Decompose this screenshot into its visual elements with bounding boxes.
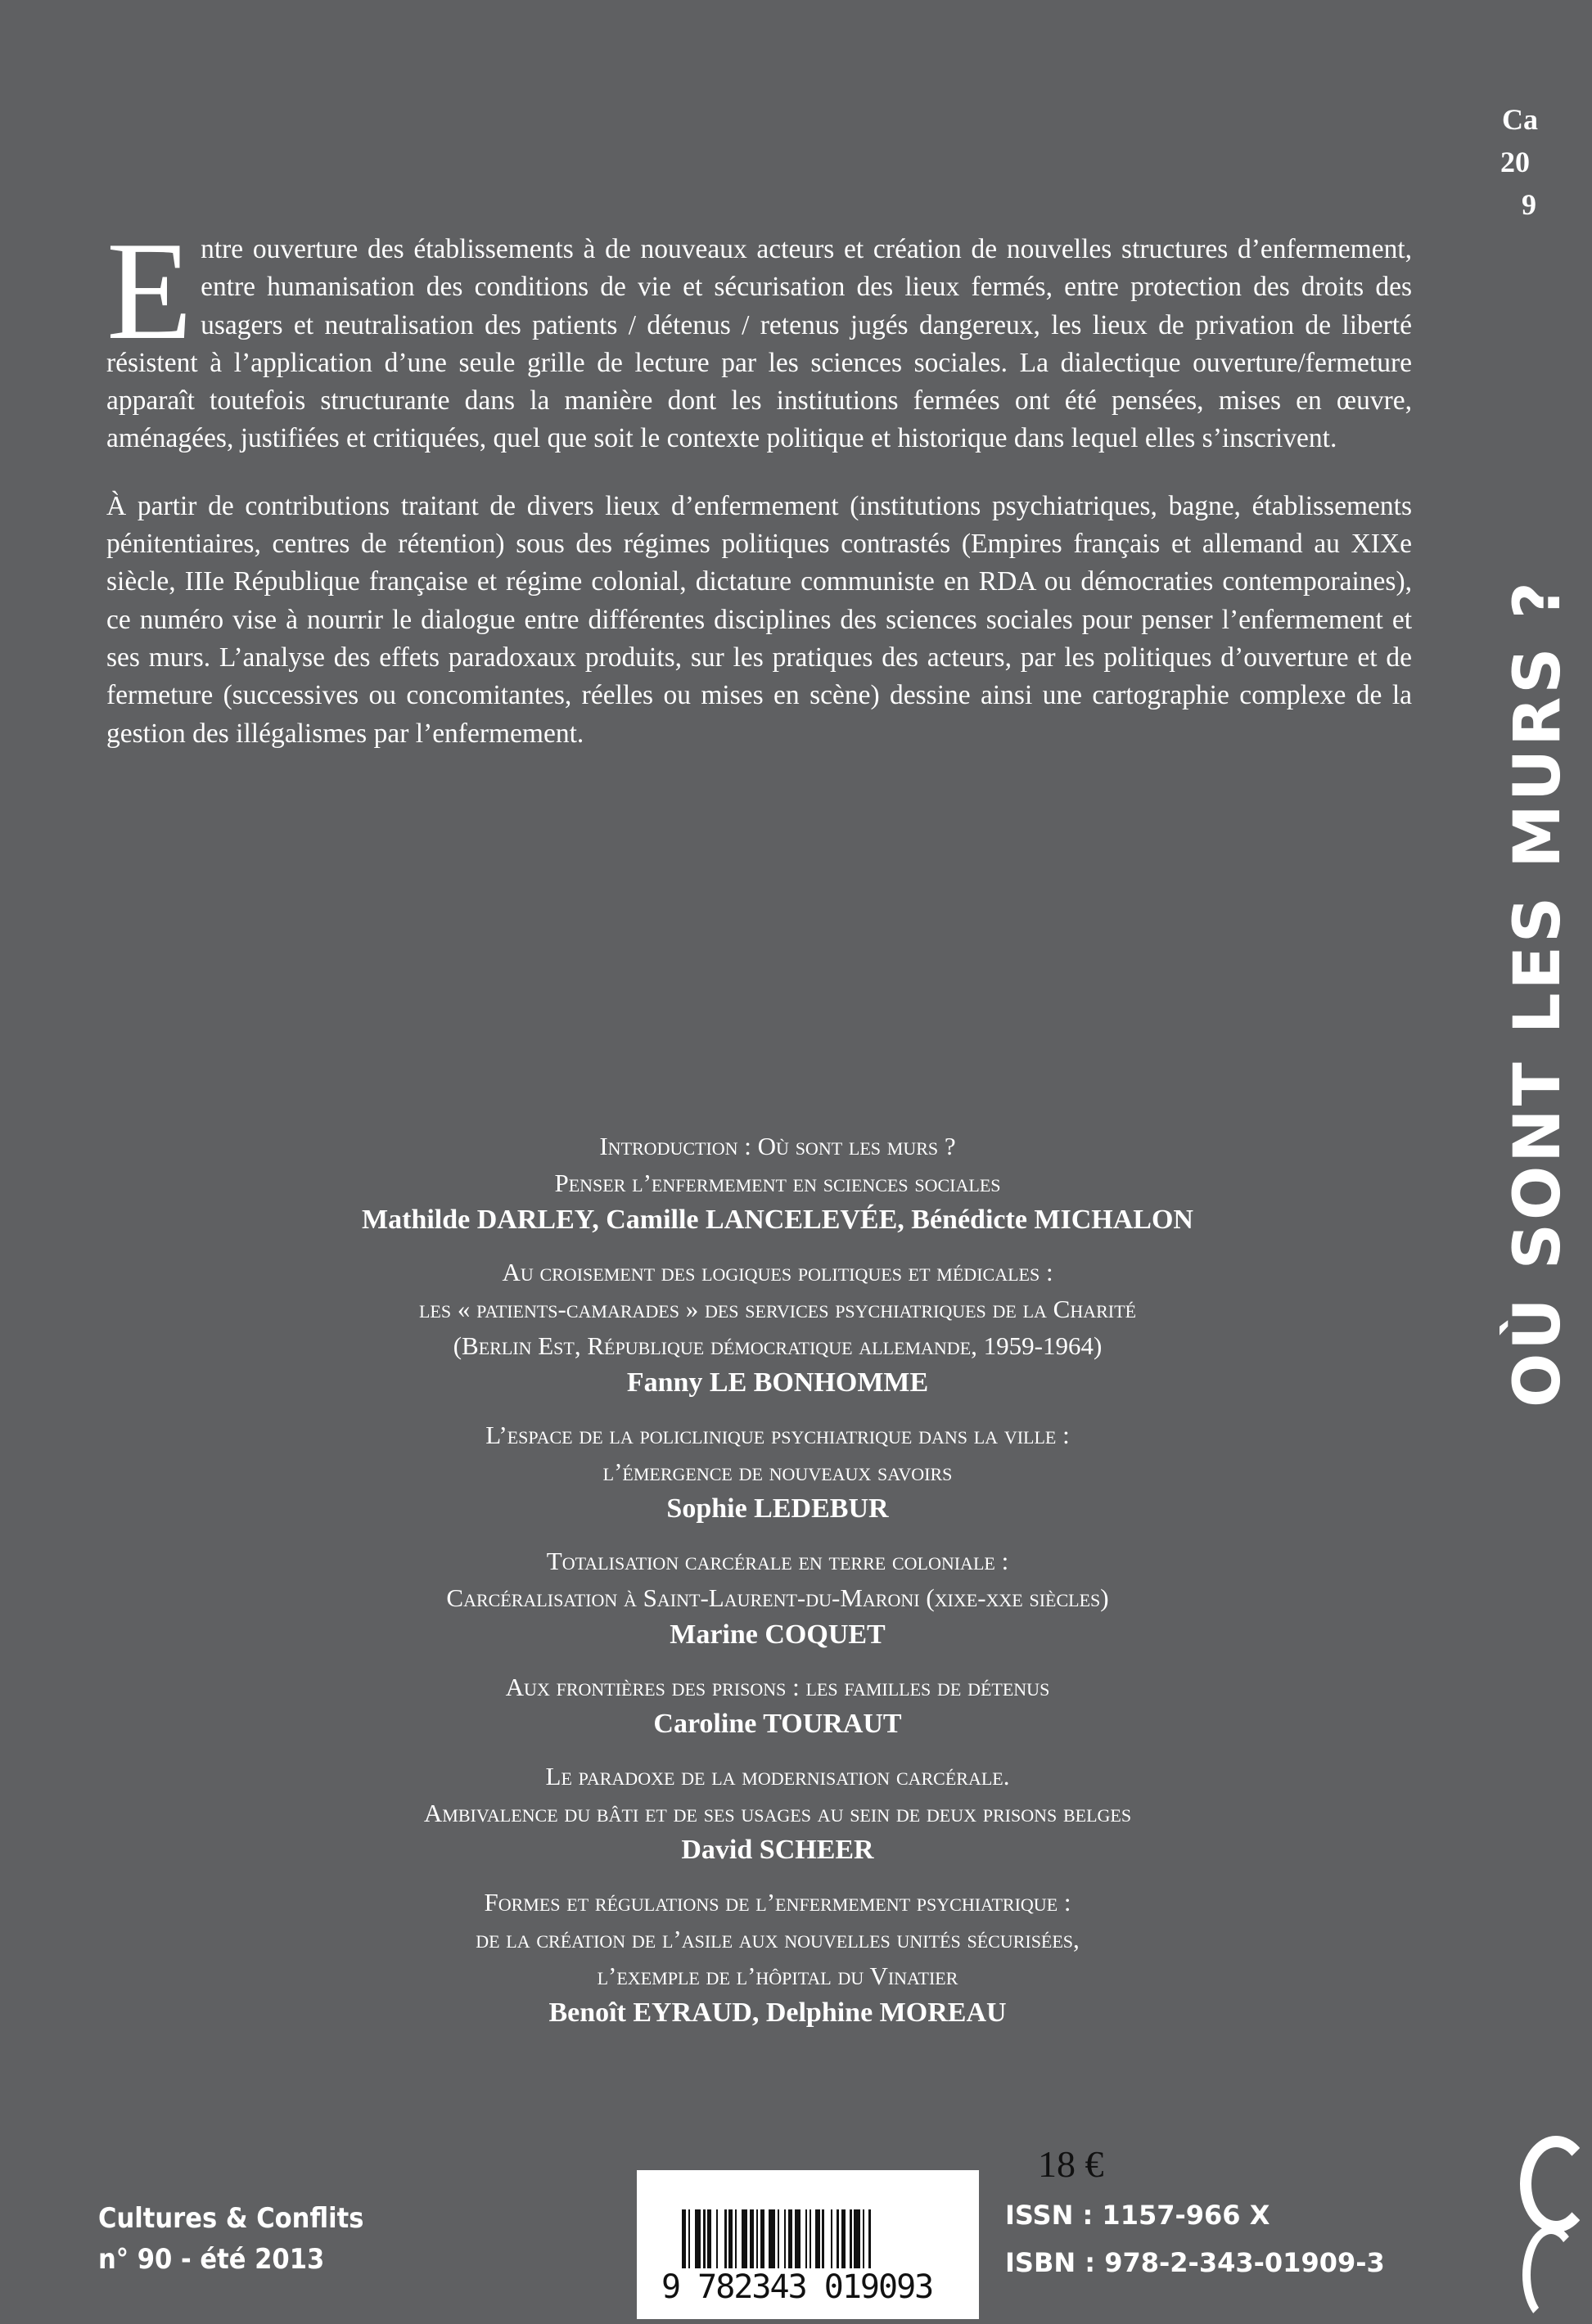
toc-entry [164, 1254, 1391, 1401]
spine-header-fragment [1497, 98, 1546, 226]
toc-entry [164, 1128, 1391, 1238]
dropcap: E [106, 214, 193, 369]
toc-entry [164, 1416, 1391, 1527]
toc-entry-authors: Fanny LE BONHOMME [626, 1367, 929, 1398]
publisher-logo-icon [1522, 2226, 1580, 2324]
toc-entry [164, 1884, 1391, 2031]
toc-entry-title: l’émergence de nouveaux savoirs [602, 1457, 953, 1486]
abstract-paragraph-1 [106, 214, 1412, 458]
abstract-text: ntre ouverture des établissements à de nouveaux acteurs et création de nouvelles structures d’enfermement, entre humanisation des conditions de vie et sécurisation des lieux fermés, entre protection des droits des usagers et neutralisation des patients / détenus / retenus jugés dangereux, les lieux de privation de liberté résistent à l’application d’une seule grille de lecture par les sciences sociales. La dialectique ouverture/fermeture apparaît toutefois structurante dans la manière dont les institutions fermées ont été pensées, mises en œuvre, aménagées, justifiées et critiquées, quel que soit le contexte politique et historique dans lequel elles s’inscrivent. [106, 234, 1412, 454]
publisher-logo-icon [1520, 2136, 1592, 2232]
toc-entry-authors: Mathilde DARLEY, Camille LANCELEVÉE, Bénédicte MICHALON [362, 1205, 1193, 1235]
journal-info [98, 2198, 363, 2280]
corner-text: 9 [1522, 188, 1536, 221]
toc-entry-authors: Caroline TOURAUT [653, 1709, 902, 1739]
toc-entry-title: Penser l’enfermement en sciences sociales [554, 1169, 1001, 1197]
identifiers [1005, 2191, 1385, 2286]
toc-entry-title: Totalisation carcérale en terre coloniale : [546, 1547, 1009, 1575]
toc-entry-title: Introduction : Où sont les murs ? [599, 1132, 956, 1160]
toc-entry-authors: Sophie LEDEBUR [666, 1493, 889, 1524]
issn: ISSN : 1157-966 X [1005, 2200, 1270, 2231]
toc-entry-title: Le paradoxe de la modernisation carcérale. [545, 1762, 1010, 1790]
toc-entry [164, 1669, 1391, 1742]
corner-text: 20 [1500, 146, 1530, 178]
toc-entry [164, 1758, 1391, 1868]
toc-entry-authors: Marine COQUET [670, 1619, 886, 1650]
toc-entry-title: (Berlin Est, République démocratique allemande, 1959-1964) [453, 1331, 1103, 1360]
toc-entry-title: les « patients-camarades » des services psychiatriques de la Charité [418, 1295, 1137, 1323]
toc-entry-title: L’espace de la policlinique psychiatrique dans la ville : [485, 1421, 1070, 1449]
toc-entry-title: Aux frontières des prisons : les familles de détenus [505, 1673, 1050, 1701]
toc-entry-title: de la création de l’asile aux nouvelles unités sécurisées, [476, 1925, 1080, 1953]
toc-entry-title: l’exemple de l’hôpital du Vinatier [597, 1961, 958, 1990]
toc-entry-title: Ambivalence du bâti et de ses usages au sein de deux prisons belges [423, 1799, 1132, 1827]
corner-text: Ca [1502, 103, 1538, 136]
spine-title: OÙ SONT LES MURS ? [1501, 579, 1575, 1407]
toc-entry-title: Au croisement des logiques politiques et médicales : [502, 1258, 1053, 1286]
abstract [106, 214, 1412, 782]
table-of-contents [164, 1128, 1391, 2047]
toc-entry [164, 1543, 1391, 1653]
barcode-number: 9 782343 019093 [661, 2268, 933, 2306]
toc-entry-title: Formes et régulations de l’enfermement psychiatrique : [484, 1888, 1071, 1916]
isbn: ISBN : 978-2-343-01909-3 [1005, 2247, 1385, 2278]
price: 18 € [1038, 2143, 1104, 2185]
toc-entry-title: Carcéralisation à Saint-Laurent-du-Maroni (xixe-xxe siècles) [446, 1583, 1109, 1612]
journal-issue: n° 90 - été 2013 [98, 2243, 325, 2276]
abstract-paragraph-2: À partir de contributions traitant de divers lieux d’enfermement (institutions psychiatriques, bagne, établissements pénitentiaires, centres de rétention) sous des régimes politiques contrastés (Empires français et allemand au XIXe siècle, IIIe République française et régime colonial, dictature communiste en RDA ou démocraties contemporaines), ce numéro vise à nourrir le dialogue entre différentes disciplines des sciences sociales pour penser l’enfermement et ses murs. L’analyse des effets paradoxaux produits, sur les pratiques des acteurs, par les politiques d’ouverture et de fermeture (successives ou concomitantes, réelles ou mises en scène) dessine ainsi une cartographie complexe de la gestion des illégalismes par l’enfermement. [106, 490, 1412, 749]
toc-entry-authors: David SCHEER [681, 1835, 874, 1865]
toc-entry-authors: Benoît EYRAUD, Delphine MOREAU [548, 1997, 1007, 2028]
journal-name: Cultures & Conflits [98, 2202, 364, 2235]
barcode [637, 2170, 979, 2319]
